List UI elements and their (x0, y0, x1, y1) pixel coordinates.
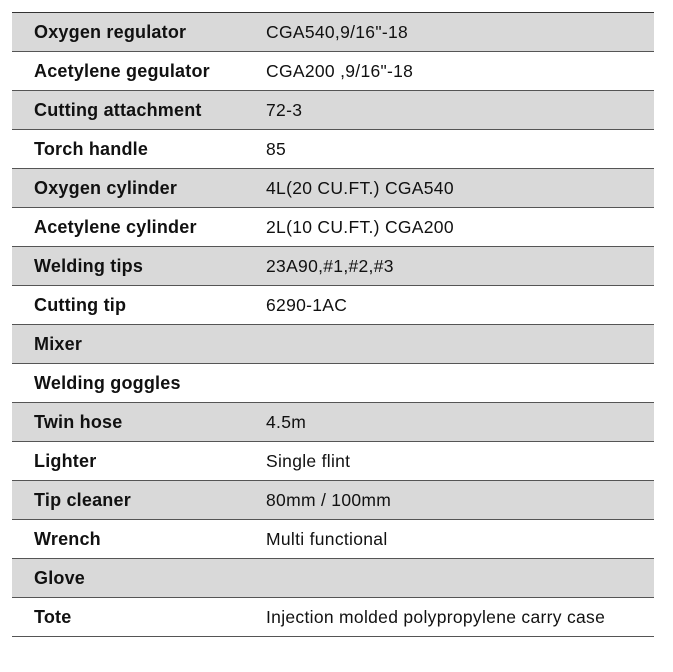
table-row (12, 364, 654, 403)
row-label: Acetylene cylinder (34, 216, 197, 237)
row-value: 4.5m (266, 411, 307, 432)
row-label: Torch handle (34, 138, 149, 159)
row-value: 4L(20 CU.FT.) CGA540 (266, 177, 454, 198)
row-label: Oxygen regulator (34, 21, 187, 42)
row-label: Wrench (34, 528, 101, 549)
row-value: 85 (266, 138, 287, 159)
row-value: 6290-1AC (266, 294, 348, 315)
row-value: 2L(10 CU.FT.) CGA200 (266, 216, 454, 237)
row-value: CGA200 ,9/16"-18 (266, 60, 414, 81)
row-label: Cutting attachment (34, 99, 202, 120)
row-label: Mixer (34, 333, 83, 354)
row-value: Injection molded polypropylene carry case (266, 606, 606, 627)
spec-table (12, 12, 654, 637)
row-label: Oxygen cylinder (34, 177, 178, 198)
table-row (12, 481, 654, 520)
table-row (12, 208, 654, 247)
table-row (12, 325, 654, 364)
table-row (12, 247, 654, 286)
row-label: Cutting tip (34, 294, 127, 315)
row-label: Tip cleaner (34, 489, 131, 510)
table-row (12, 598, 654, 637)
row-label: Twin hose (34, 411, 123, 432)
table-row (12, 13, 654, 52)
table-row (12, 52, 654, 91)
row-value: 72-3 (266, 99, 303, 120)
table-row (12, 520, 654, 559)
table-row (12, 130, 654, 169)
row-value: Multi functional (266, 528, 388, 549)
row-value: 23A90,#1,#2,#3 (266, 255, 394, 276)
row-value: CGA540,9/16"-18 (266, 21, 409, 42)
table-row (12, 403, 654, 442)
table-row (12, 559, 654, 598)
row-label: Welding tips (34, 255, 144, 276)
table-row (12, 286, 654, 325)
table-row (12, 91, 654, 130)
table-row (12, 169, 654, 208)
row-value: Single flint (266, 450, 351, 471)
table-row (12, 442, 654, 481)
row-label: Lighter (34, 450, 97, 471)
row-value: 80mm / 100mm (266, 489, 392, 510)
row-label: Welding goggles (34, 372, 181, 393)
row-label: Tote (34, 606, 72, 627)
row-label: Glove (34, 567, 86, 588)
row-label: Acetylene gegulator (34, 60, 210, 81)
